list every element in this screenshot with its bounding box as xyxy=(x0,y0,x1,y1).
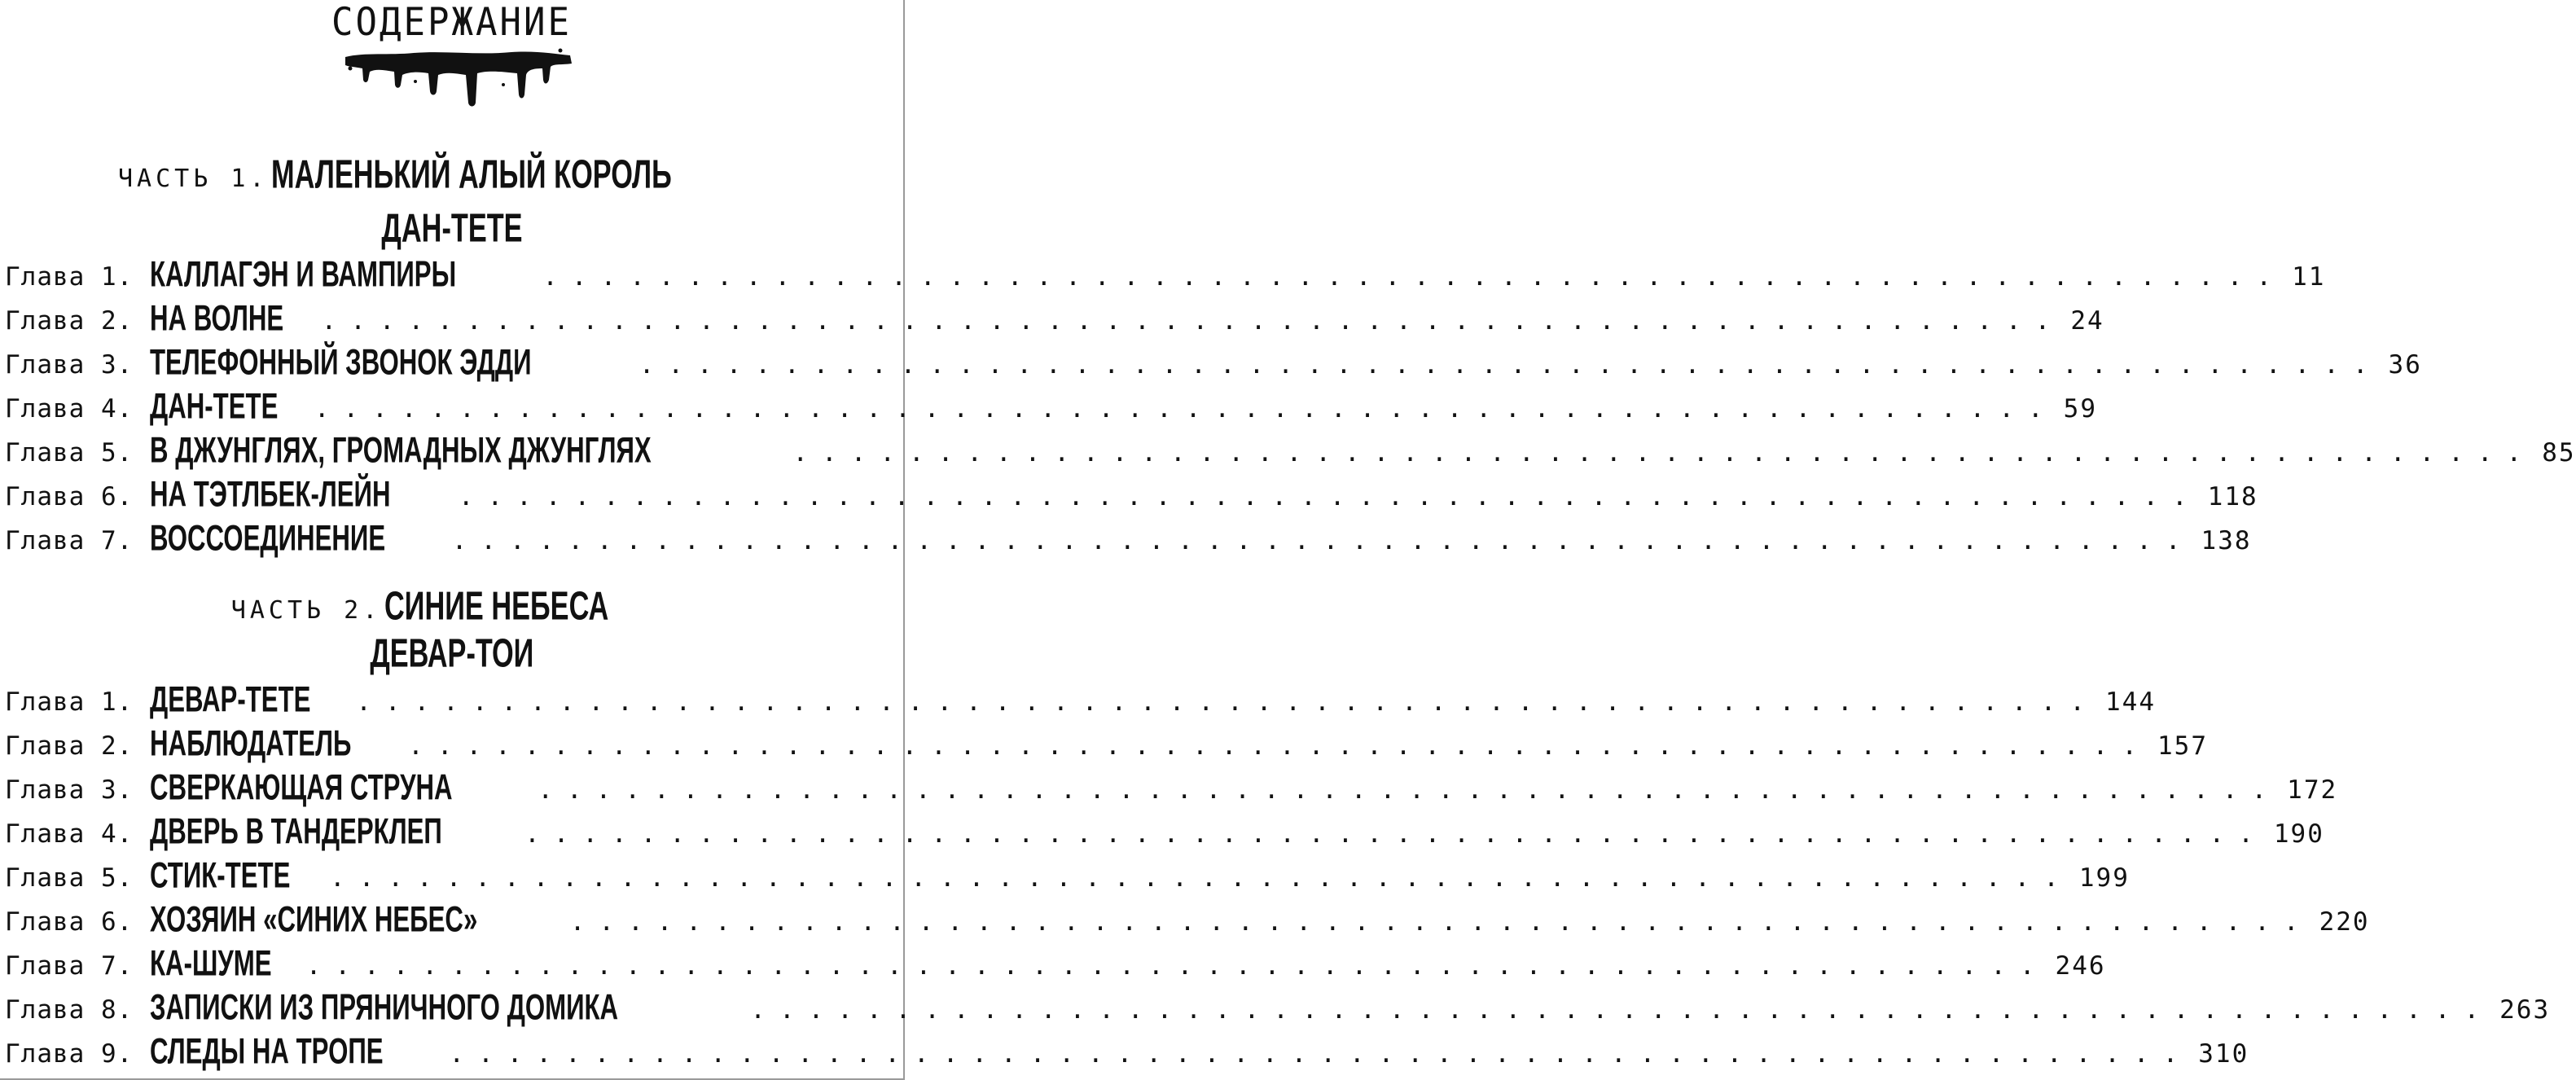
toc-entry[interactable] xyxy=(5,254,2326,301)
page-number: 11 xyxy=(2292,262,2326,292)
chapter-number: Глава 3. xyxy=(5,775,134,805)
chapter-title: НАБЛЮДАТЕЛЬ xyxy=(150,723,352,764)
dot-leader: ............................................................ xyxy=(314,394,2057,424)
chapter-number: Глава 6. xyxy=(5,907,134,937)
chapter-number: Глава 4. xyxy=(5,819,134,849)
chapter-number: Глава 3. xyxy=(5,350,134,380)
ink-drip-ornament-icon xyxy=(340,46,577,111)
chapter-number: Глава 8. xyxy=(5,995,134,1025)
page-number: 118 xyxy=(2207,482,2258,511)
toc-entry[interactable] xyxy=(5,1031,2249,1078)
chapter-number: Глава 1. xyxy=(5,262,134,292)
page-number: 36 xyxy=(2388,350,2422,380)
page-number: 190 xyxy=(2273,819,2324,849)
page-number: 263 xyxy=(2499,995,2551,1025)
part-title: МАЛЕНЬКИЙ АЛЫЙ КОРОЛЬ xyxy=(271,152,673,197)
part-label: ЧАСТЬ 2. xyxy=(230,596,382,625)
part-2-subtitle xyxy=(0,631,903,676)
chapter-number: Глава 7. xyxy=(5,951,134,981)
chapter-number: Глава 9. xyxy=(5,1039,134,1069)
part-title: СИНИЕ НЕБЕСА xyxy=(384,584,609,629)
page-number: 220 xyxy=(2319,907,2370,937)
page-number: 59 xyxy=(2063,394,2097,424)
part-1-heading xyxy=(0,152,903,197)
dot-leader: ............................................................ xyxy=(305,951,2049,981)
chapter-title: ДВЕРЬ В ТАНДЕРКЛЕП xyxy=(150,811,442,852)
page-number: 85 xyxy=(2542,438,2576,468)
chapter-number: Глава 7. xyxy=(5,526,134,555)
chapter-title: НА ТЭТЛБЕК-ЛЕЙН xyxy=(150,474,391,515)
chapter-title: НА ВОЛНЕ xyxy=(150,298,284,339)
dot-leader: ............................................................ xyxy=(750,995,2494,1025)
page-number: 310 xyxy=(2198,1039,2249,1069)
toc-entry[interactable] xyxy=(5,474,2258,520)
toc-entry[interactable] xyxy=(5,298,2104,345)
dot-leader: ............................................................ xyxy=(569,907,2313,937)
chapter-number: Глава 4. xyxy=(5,394,134,424)
dot-leader: ............................................................ xyxy=(538,775,2281,805)
chapter-title: ТЕЛЕФОННЫЙ ЗВОНОК ЭДДИ xyxy=(150,342,532,383)
chapter-number: Глава 5. xyxy=(5,438,134,468)
page-number: 157 xyxy=(2157,731,2208,761)
dot-leader: ............................................................ xyxy=(524,819,2267,849)
chapter-title: В ДЖУНГЛЯХ, ГРОМАДНЫХ ДЖУНГЛЯХ xyxy=(150,430,652,471)
dot-leader: ............................................................ xyxy=(792,438,2536,468)
chapter-title: СВЕРКАЮЩАЯ СТРУНА xyxy=(150,767,453,808)
toc-entry[interactable] xyxy=(5,767,2338,814)
chapter-number: Глава 2. xyxy=(5,731,134,761)
dot-leader: ............................................................ xyxy=(458,482,2201,511)
toc-title: СОДЕРЖАНИЕ xyxy=(331,0,572,46)
chapter-number: Глава 2. xyxy=(5,306,134,336)
chapter-title: ХОЗЯИН «СИНИХ НЕБЕС» xyxy=(150,899,478,940)
chapter-number: Глава 5. xyxy=(5,863,134,893)
dot-leader: ............................................................ xyxy=(356,687,2100,717)
toc-entry[interactable] xyxy=(5,723,2208,770)
dot-leader: ............................................................ xyxy=(542,262,2286,292)
toc-entry[interactable] xyxy=(5,899,2370,946)
chapter-number: Глава 1. xyxy=(5,687,134,717)
chapter-title: ЗАПИСКИ ИЗ ПРЯНИЧНОГО ДОМИКА xyxy=(150,987,619,1028)
toc-entry[interactable] xyxy=(5,430,2576,476)
page-number: 138 xyxy=(2201,526,2252,555)
toc-entry[interactable] xyxy=(5,386,2097,432)
dot-leader: ............................................................ xyxy=(639,350,2382,380)
toc-entry[interactable] xyxy=(5,342,2422,389)
dot-leader: ............................................................ xyxy=(408,731,2151,761)
toc-entry[interactable] xyxy=(5,987,2551,1034)
part-subtitle-text: ДЕВАР-ТОИ xyxy=(370,631,533,676)
chapter-title: ВОССОЕДИНЕНИЕ xyxy=(150,518,386,559)
toc-entry[interactable] xyxy=(5,943,2106,990)
dot-leader: ............................................................ xyxy=(330,863,2073,893)
page-number: 24 xyxy=(2070,306,2104,336)
page-number: 246 xyxy=(2055,951,2106,981)
part-label: ЧАСТЬ 1. xyxy=(117,165,269,193)
chapter-title: ДАН-ТЕТЕ xyxy=(150,386,279,427)
page-number: 199 xyxy=(2078,863,2130,893)
dot-leader: ............................................................ xyxy=(449,1039,2192,1069)
part-subtitle-text: ДАН-ТЕТЕ xyxy=(380,206,523,251)
chapter-title: КА-ШУМЕ xyxy=(150,943,272,984)
chapter-title: СЛЕДЫ НА ТРОПЕ xyxy=(150,1031,384,1072)
page-number: 144 xyxy=(2105,687,2157,717)
chapter-title: ДЕВАР-ТЕТЕ xyxy=(150,679,311,720)
page-number: 172 xyxy=(2287,775,2338,805)
toc-entry[interactable] xyxy=(5,855,2130,902)
part-1-subtitle xyxy=(0,206,903,251)
chapter-title: СТИК-ТЕТЕ xyxy=(150,855,291,896)
dot-leader: ............................................................ xyxy=(321,306,2065,336)
dot-leader: ............................................................ xyxy=(451,526,2195,555)
chapter-number: Глава 6. xyxy=(5,482,134,511)
chapter-title: КАЛЛАГЭН И ВАМПИРЫ xyxy=(150,254,457,295)
toc-entry[interactable] xyxy=(5,679,2157,726)
part-2-heading xyxy=(0,586,903,627)
toc-entry[interactable] xyxy=(5,811,2324,858)
toc-entry[interactable] xyxy=(5,518,2252,564)
